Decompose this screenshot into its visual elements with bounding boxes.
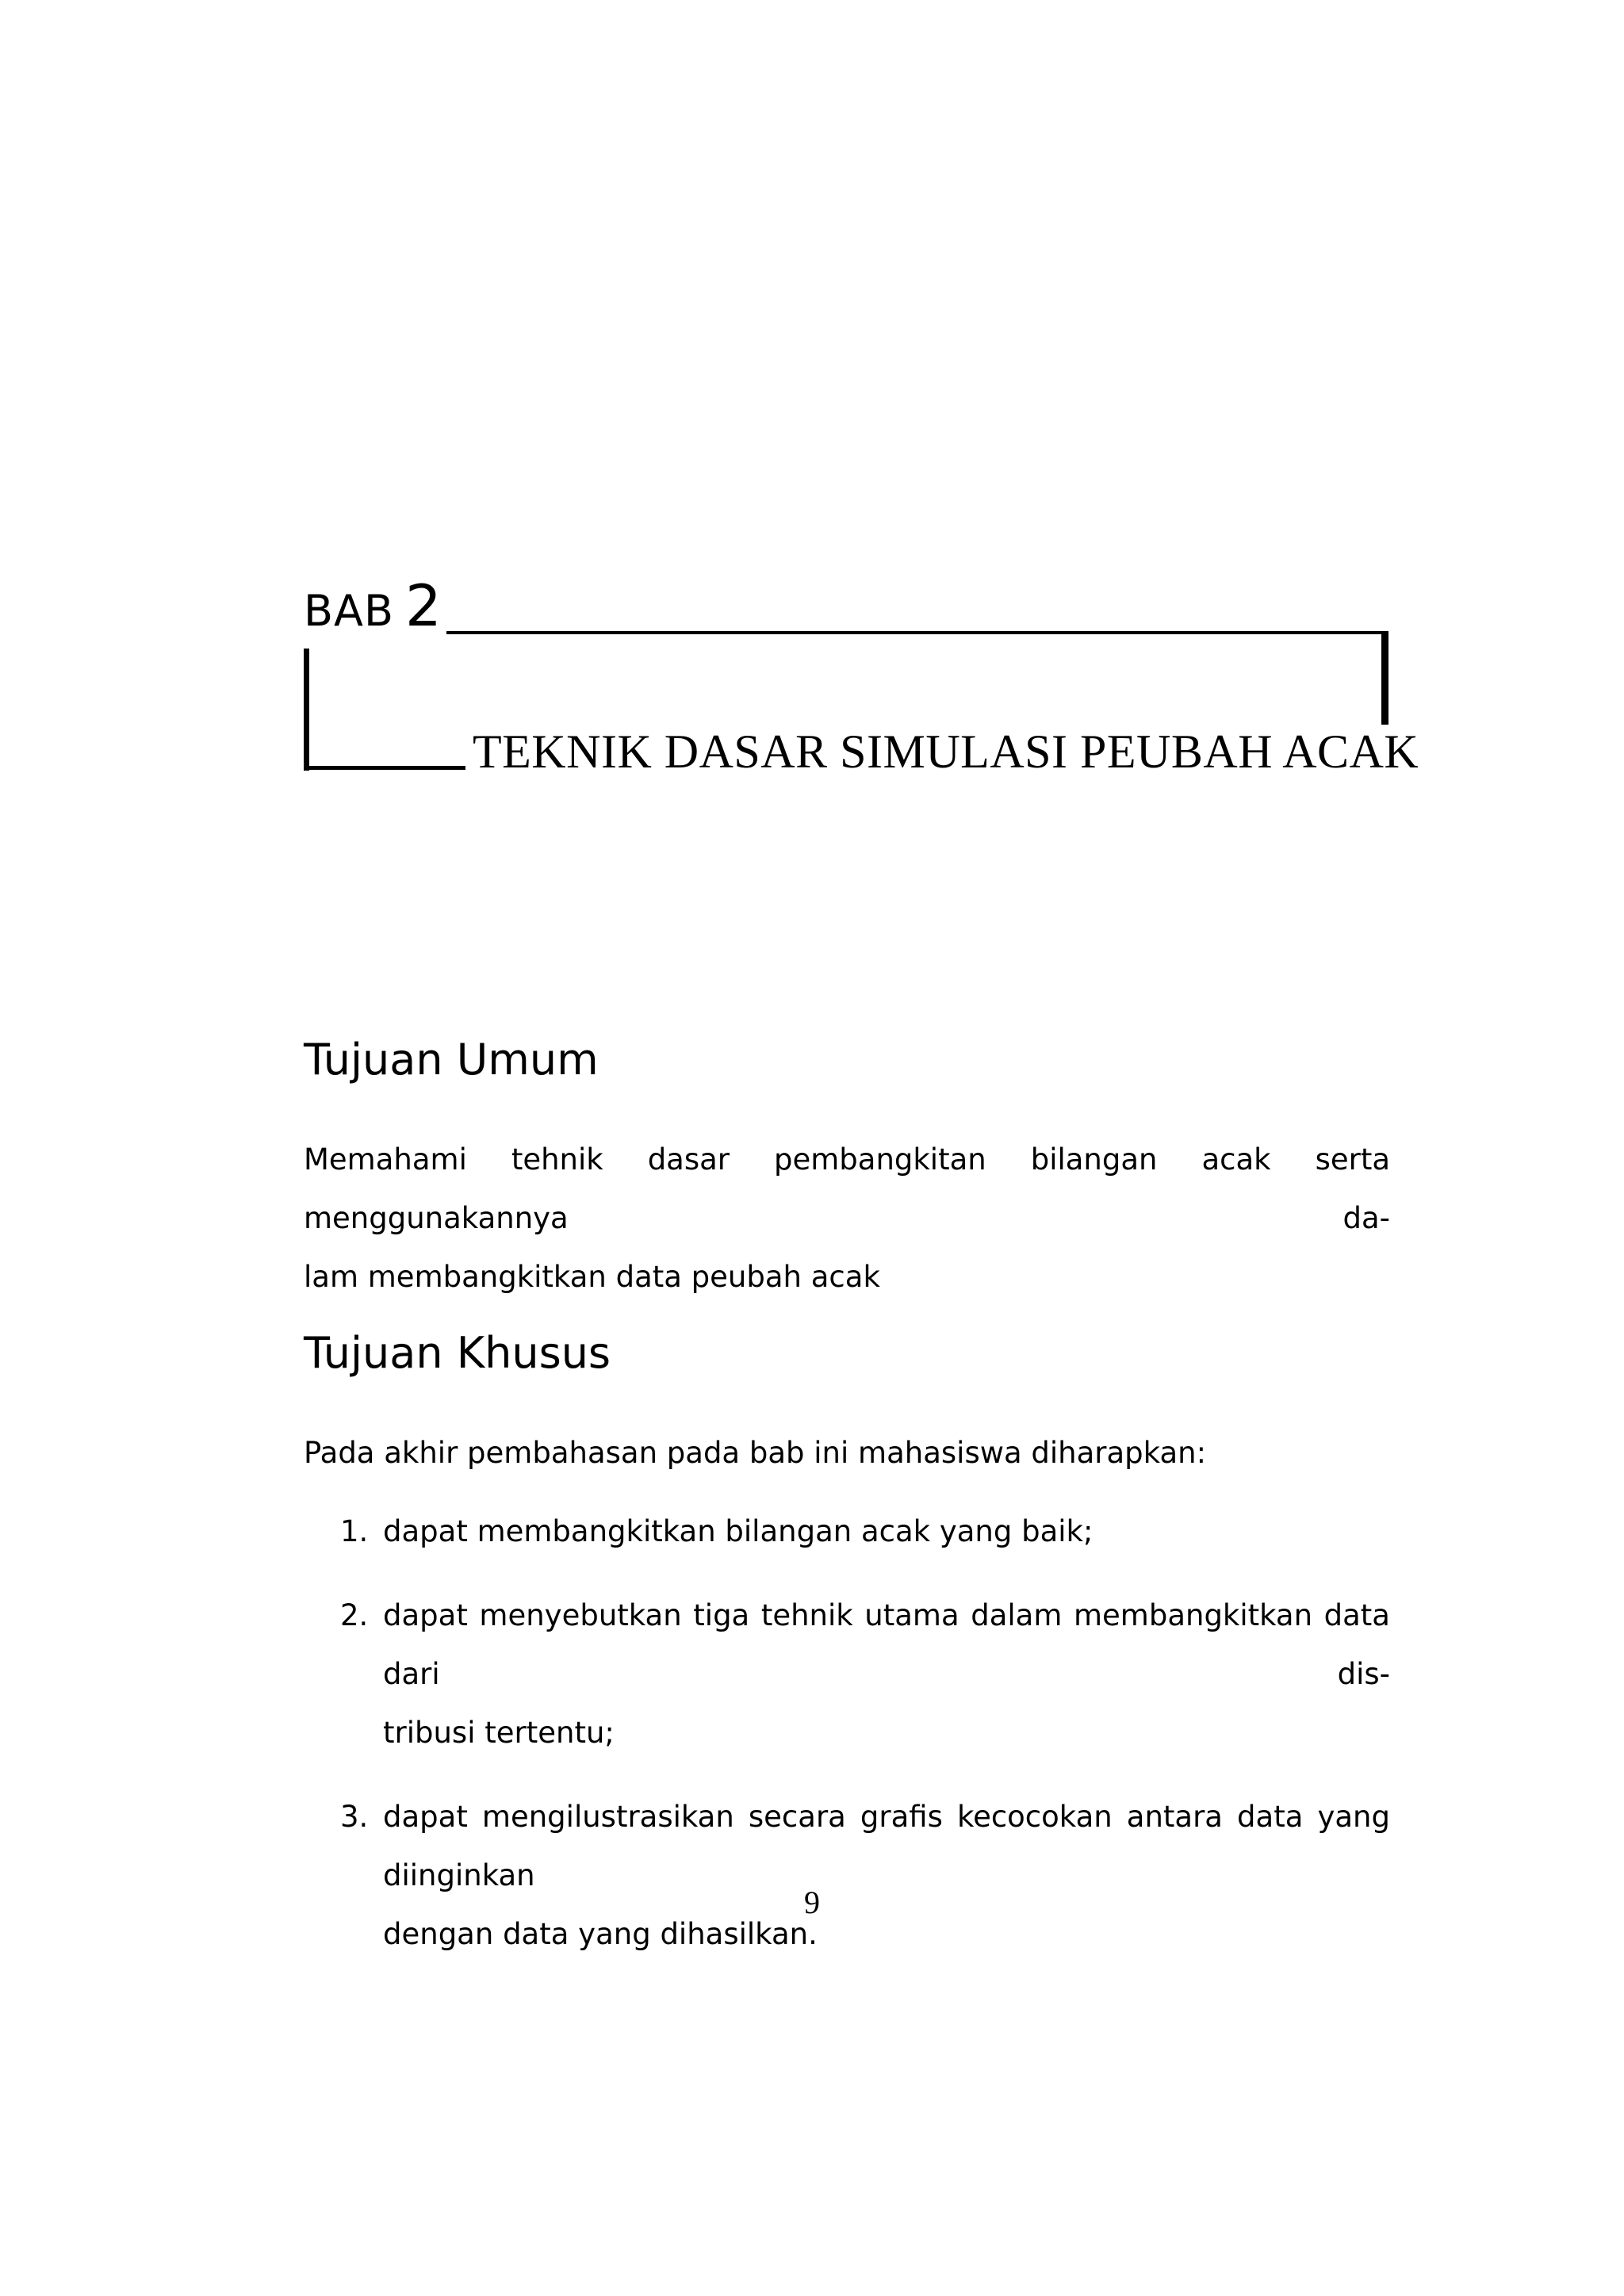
- paragraph-line: lam membangkitkan data peubah acak: [304, 1260, 880, 1294]
- page-number: 9: [804, 1885, 820, 1920]
- chapter-number: 2: [405, 572, 442, 639]
- list-item-text: dapat menyebutkan tiga tehnik utama dalam membangkitkan data dari dis-: [383, 1598, 1390, 1691]
- chapter-rule-bottom: [304, 766, 465, 770]
- chapter-rule-left: [304, 649, 309, 771]
- list-item-text: dapat membangkitkan bilangan acak yang baik;: [383, 1514, 1094, 1548]
- section-heading-tujuan-umum: Tujuan Umum: [304, 1035, 599, 1085]
- tujuan-umum-paragraph: [304, 1131, 1390, 1307]
- list-item-text: dapat mengilustrasikan secara grafis kecocokan antara data yang diinginkan: [383, 1800, 1390, 1892]
- list-item: [304, 1502, 1390, 1561]
- tujuan-khusus-intro: Pada akhir pembahasan pada bab ini mahasiswa diharapkan:: [304, 1436, 1207, 1470]
- list-item-text: dengan data yang dihasilkan.: [383, 1917, 818, 1951]
- list-item: [304, 1788, 1390, 1964]
- list-item-number: 1.: [340, 1514, 369, 1548]
- chapter-word: BAB: [304, 586, 395, 636]
- paragraph-line: Memahami tehnik dasar pembangkitan bilangan acak serta menggunakannya da-: [304, 1142, 1390, 1235]
- section-heading-tujuan-khusus: Tujuan Khusus: [304, 1328, 611, 1378]
- list-item: [304, 1586, 1390, 1762]
- chapter-label: [304, 572, 442, 639]
- list-item-number: 3.: [340, 1800, 369, 1834]
- chapter-rule-right: [1381, 631, 1388, 725]
- list-item-number: 2.: [340, 1598, 369, 1632]
- chapter-rule-top: [446, 631, 1388, 634]
- chapter-title: TEKNIK DASAR SIMULASI PEUBAH ACAK: [473, 725, 1419, 778]
- list-item-text: tribusi tertentu;: [383, 1716, 615, 1750]
